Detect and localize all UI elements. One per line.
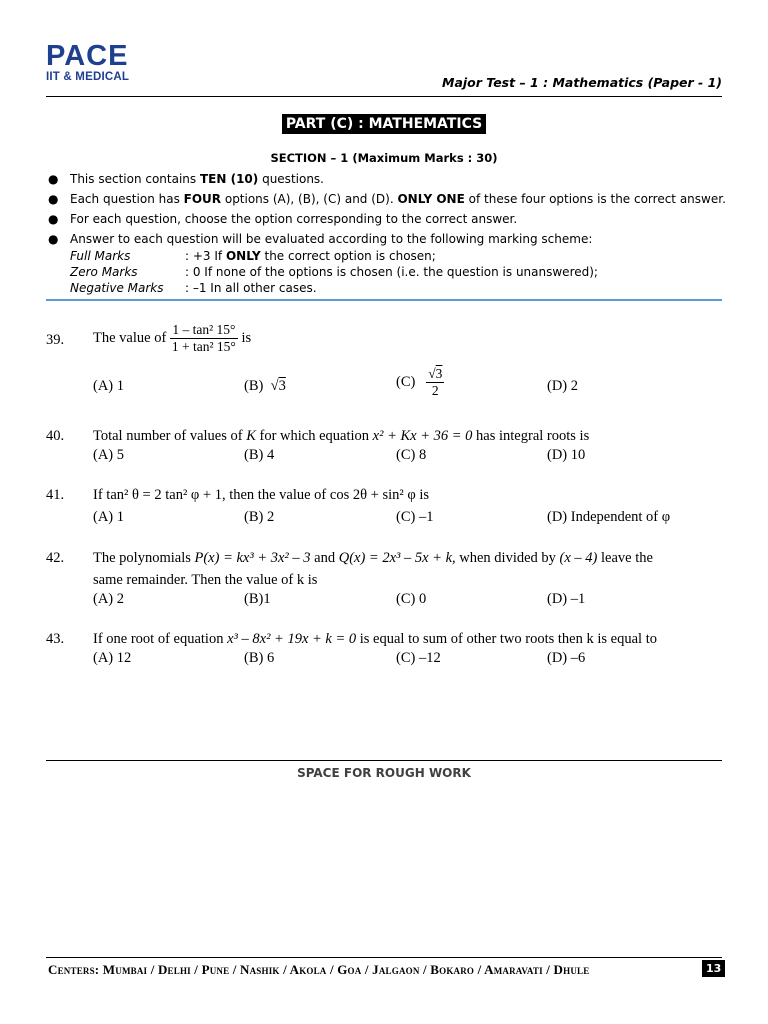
question-text-line2: same remainder. Then the value of k is: [93, 572, 318, 588]
option-b: (B) 4: [244, 447, 275, 463]
bullet-icon: ●: [48, 232, 59, 246]
question-number: 41.: [46, 487, 65, 503]
option-d: (D) –1: [547, 591, 586, 607]
rough-work-divider: [46, 760, 722, 761]
part-title-text: PART (C) : MATHEMATICS: [282, 114, 486, 134]
option-c: (C) $\frac{√3}{2}$: [396, 366, 443, 398]
question-41: [46, 487, 726, 527]
option-c: (C) –1: [396, 509, 434, 525]
question-number: 39.: [46, 332, 65, 348]
pace-logo: [46, 42, 142, 83]
header-divider: [46, 96, 722, 97]
question-text: If tan² θ = 2 tan² φ + 1, then the value of cos 2θ + sin² φ is: [93, 487, 430, 503]
question-42: [46, 550, 726, 612]
logo-subtext: IIT & MEDICAL: [46, 71, 130, 83]
option-a: (A) 12: [93, 650, 132, 666]
instruction-item: ● For each question, choose the option corresponding to the correct answer.: [48, 212, 518, 226]
option-b: (B)1: [244, 591, 271, 607]
instruction-item: ● This section contains TEN (10) questions.: [48, 172, 324, 186]
question-number: 40.: [46, 428, 65, 444]
option-b: (B) 2: [244, 509, 275, 525]
option-d: (D) 10: [547, 447, 586, 463]
question-number: 43.: [46, 631, 65, 647]
rough-work-label: SPACE FOR ROUGH WORK: [297, 766, 471, 780]
instruction-item: ● Answer to each question will be evaluated according to the following marking scheme:: [48, 232, 593, 246]
page-number: 13: [702, 960, 725, 977]
question-43: [46, 631, 726, 671]
option-a: (A) 1: [93, 378, 125, 394]
question-text: The value of $\frac{\text{1 – tan² 15°}}{\text{1 + tan² 15°}}$ is: [93, 322, 252, 354]
question-text: Total number of values of K for which equation x² + Kx + 36 = 0 has integral roots is: [93, 428, 590, 444]
part-title: [0, 114, 768, 134]
question-text: The polynomials P(x) = kx³ + 3x² – 3 and Q(x) = 2x³ – 5x + k, when divided by (x – 4) leave the: [93, 550, 653, 566]
footer-divider: [46, 957, 722, 958]
section-divider: [46, 299, 722, 301]
option-d: (D) 2: [547, 378, 579, 394]
option-d: (D) Independent of φ: [547, 509, 671, 525]
zero-marks-row: Zero Marks : 0 If none of the options is chosen (i.e. the question is unanswered);: [70, 265, 598, 279]
bullet-icon: ●: [48, 192, 59, 206]
option-a: (A) 5: [93, 447, 125, 463]
question-40: [46, 428, 726, 468]
question-39: [46, 322, 726, 402]
footer-centers: Centers: Mumbai / Delhi / Pune / Nashik / Akola / Goa / Jalgaon / Bokaro / Amaravati / Dhule: [48, 962, 590, 977]
negative-marks-row: Negative Marks : –1 In all other cases.: [70, 281, 317, 295]
option-d: (D) –6: [547, 650, 586, 666]
bullet-icon: ●: [48, 172, 59, 186]
question-number: 42.: [46, 550, 65, 566]
full-marks-row: Full Marks : +3 If ONLY the correct option is chosen;: [70, 249, 436, 263]
option-a: (A) 2: [93, 591, 125, 607]
option-c: (C) –12: [396, 650, 441, 666]
bullet-icon: ●: [48, 212, 59, 226]
option-c: (C) 8: [396, 447, 427, 463]
instruction-item: ● Each question has FOUR options (A), (B), (C) and (D). ONLY ONE of these four options is the correct answer.: [48, 192, 726, 206]
header-title: Major Test – 1 : Mathematics (Paper - 1): [442, 75, 722, 90]
instructions: [48, 170, 728, 296]
logo-text: PACE: [46, 40, 129, 72]
option-b: (B) 6: [244, 650, 275, 666]
section-title: SECTION – 1 (Maximum Marks : 30): [270, 151, 498, 165]
fraction: $\frac{√3}{2}$: [428, 366, 443, 398]
option-c: (C) 0: [396, 591, 427, 607]
option-b: (B) √3: [244, 378, 286, 394]
fraction: $\frac{\text{1 – tan² 15°}}{\text{1 + tan² 15°}}$: [171, 322, 236, 354]
option-a: (A) 1: [93, 509, 125, 525]
question-text: If one root of equation x³ – 8x² + 19x + k = 0 is equal to sum of other two roots then k is equal to: [93, 631, 657, 647]
